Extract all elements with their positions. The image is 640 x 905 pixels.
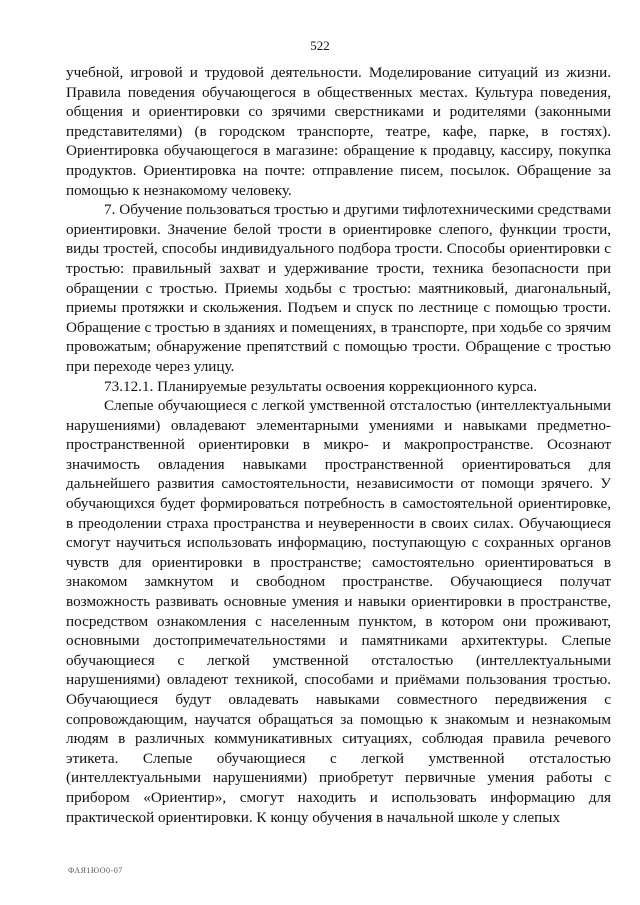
footer-code: ФАЯ1ЮО0-07 [68,866,123,875]
page-number: 522 [310,38,330,53]
document-body [66,63,611,827]
paragraph-cane-training: 7. Обучение пользоваться тростью и другими тифлотехническими средствами ориентировки. Значение белой трости в ориентировке слепого, функции трости, виды тростей, способы индивидуального подбора трости. Способы ориентировки с тростью: правильный захват и удерживание трости, техника безопасности при обращении с тростью. Приемы ходьбы с тростью: маятниковый, диагональный, приемы протяжки и скольжения. Подъем и спуск по лестнице с помощью трости. Обращение с тростью в зданиях и помещениях, в транспорте, при ходьбе со зрячим провожатым; обнаружение препятствий с помощью трости. Обращение с тростью при переходе через улицу. [66,201,611,375]
section-heading-planned-results: 73.12.1. Планируемые результаты освоения коррекционного курса. [104,377,538,395]
paragraph-planned-results: Слепые обучающиеся с легкой умственной отсталостью (интеллектуальными нарушениями) овладевают элементарными умениями и навыками предметно-пространственной ориентировки в микро- и макропространстве. Осознают значимость овладения навыками пространственной ориентироваться для дальнейшего развития самостоятельности, независимости от помощи зрячего. У обучающихся будет формироваться потребность в самостоятельной ориентировке, в преодолении страха пространства и неуверенности в своих силах. Обучающиеся смогут научиться использовать информацию, поступающую с сохранных органов чувств для ориентировки в пространстве; самостоятельно ориентироваться в знакомом замкнутом и свободном пространстве. Обучающиеся получат возможность развивать основные умения и навыки ориентировки в пространстве, посредством ознакомления с населенным пунктом, в котором они проживают, основными достопримечательностями и памятниками архитектуры. Слепые обучающиеся с легкой умственной отсталостью (интеллектуальными нарушениями) овладеют техникой, способами и приёмами пользования тростью. Обучающиеся будут овладевать навыками совместного передвижения с сопровождающим, научатся обращаться за помощью к знакомым и незнакомым людям в различных коммуникативных ситуациях, соблюдая правила речевого этикета. Слепые обучающиеся с легкой умственной отсталостью (интеллектуальными нарушениями) приобретут первичные умения работы с прибором «Ориентир», смогут находить и использовать информацию для практической ориентировки. К концу обучения в начальной школе у слепых [66,397,611,826]
paragraph-continuation: учебной, игровой и трудовой деятельности. Моделирование ситуаций из жизни. Правила поведения обучающегося в общественных местах. Культура поведения, общения и ориентировки со зрячими сверстниками и родителями (законными представителями) (в городском транспорте, театре, кафе, парке, в гостях). Ориентировка обучающегося в магазине: обращение к продавцу, кассиру, покупка продуктов. Ориентировка на почте: отправление писем, посылок. Обращение за помощью к незнакомому человеку. [66,64,611,199]
